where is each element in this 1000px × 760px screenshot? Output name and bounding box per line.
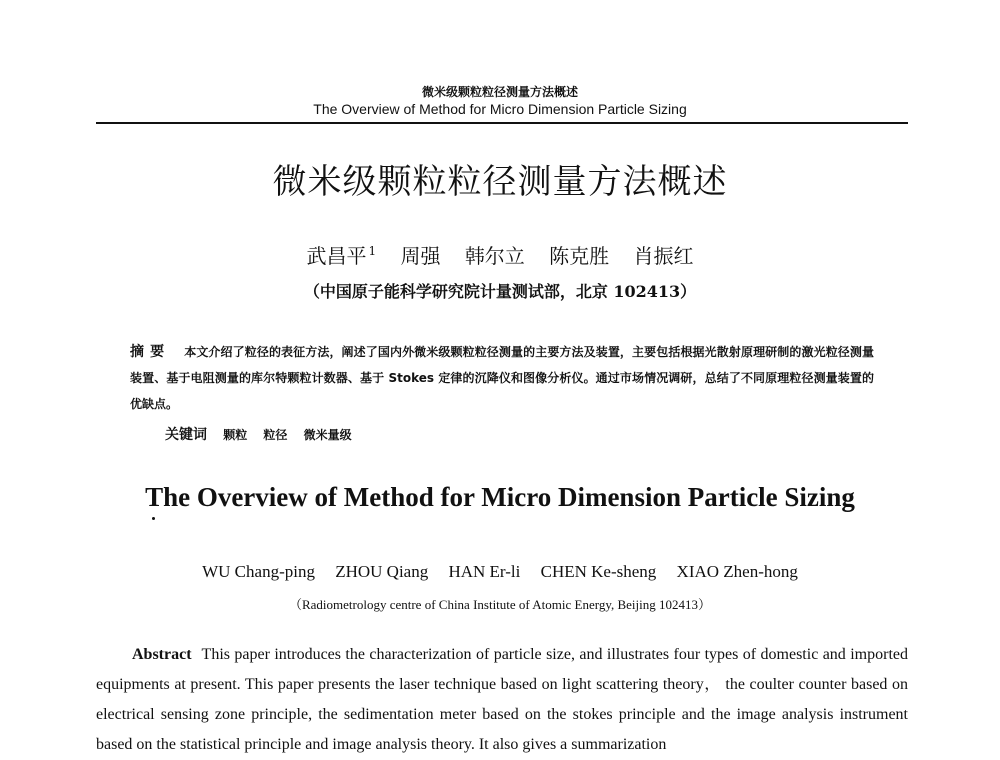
- keywords-cn: [165, 424, 364, 444]
- keyword: 粒径: [263, 428, 288, 442]
- keywords-cn-label: 关键词: [165, 427, 207, 443]
- author-list-cn: [0, 240, 1000, 269]
- abstract-en-label: Abstract: [132, 646, 192, 663]
- author-en: HAN Er-li: [448, 562, 521, 581]
- affiliation-cn: （中国原子能科学研究院计量测试部，北京 102413）: [303, 282, 697, 301]
- header-rule: [96, 122, 908, 124]
- author-en: ZHOU Qiang: [335, 562, 429, 581]
- speck-mark: [152, 517, 155, 520]
- running-header-cn: 微米级颗粒粒径测量方法概述: [421, 85, 578, 99]
- author-cn: 周强: [400, 244, 441, 268]
- author-cn: 武昌平 $^1$: [306, 244, 377, 268]
- author-cn: 陈克胜: [549, 244, 610, 268]
- keyword: 颗粒: [223, 428, 248, 442]
- author-cn: 肖振红: [633, 244, 694, 268]
- abstract-en: [96, 640, 908, 760]
- author-affiliation-mark: 1: [368, 244, 377, 259]
- author-en: XIAO Zhen-hong: [676, 562, 798, 581]
- abstract-cn-label: 摘要: [130, 344, 171, 360]
- paper-title-en: The Overview of Method for Micro Dimension Particle Sizing: [145, 482, 855, 512]
- running-header-en: The Overview of Method for Micro Dimension Particle Sizing: [313, 101, 687, 117]
- affiliation-en: （Radiometrology centre of China Institute of Atomic Energy, Beijing 102413）: [288, 597, 712, 612]
- author-en: CHEN Ke-sheng: [540, 562, 657, 581]
- abstract-cn: [130, 339, 874, 417]
- author-cn: 韩尔立: [464, 244, 525, 268]
- keyword: 微米量级: [303, 428, 352, 442]
- author-en: WU Chang-ping: [202, 562, 315, 581]
- paper-title-cn: 微米级颗粒粒径测量方法概述: [272, 162, 728, 202]
- author-list-en: [0, 562, 1000, 582]
- abstract-en-text: This paper introduces the characterization of particle size, and illustrates four types of domestic and imported equipments at present. This paper presents the laser technique based on light scattering theory， the coulter counter based on electrical sensing zone principle, the sedimentation meter based on the stokes principle and the image analysis instrument based on the statistical principle and image analysis theory. It also gives a summarization: [96, 646, 908, 753]
- abstract-cn-text: 本文介绍了粒径的表征方法，阐述了国内外微米级颗粒粒径测量的主要方法及装置，主要包括根据光散射原理研制的激光粒径测量装置、基于电阻测量的库尔特颗粒计数器、基于 Stokes 定律的沉降仪和图像分析仪。通过市场情况调研，总结了不同原理粒径测量装置的优缺点。: [130, 345, 875, 411]
